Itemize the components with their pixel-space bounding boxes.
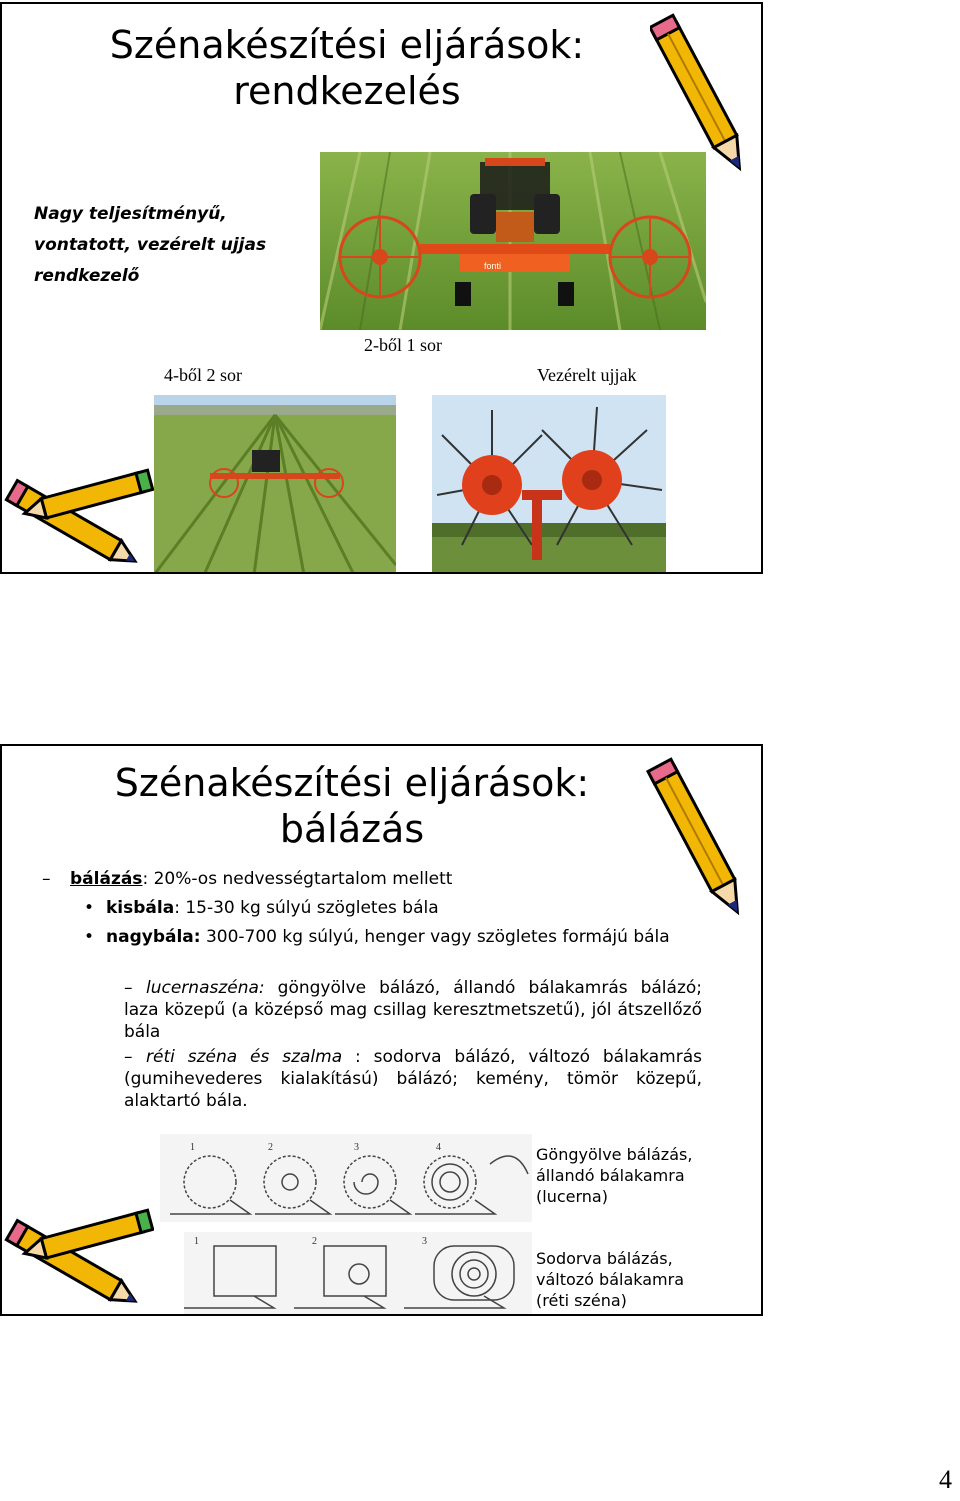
- caption-line: Göngyölve bálázás,: [536, 1145, 693, 1164]
- note-line-2: vontatott, vezérelt ujjas: [34, 235, 267, 255]
- bullet-kisbala: • kisbála: 15-30 kg súlyú szögletes bála: [84, 898, 439, 918]
- label-2-of-1-row: 2-ből 1 sor: [364, 335, 442, 355]
- field-rows-photo: [154, 395, 396, 574]
- term-nagybala: nagybála:: [106, 927, 201, 947]
- caption-line: (lucerna): [536, 1187, 608, 1206]
- text-lucernaszena: göngyölve bálázó, állandó bálakamrás bálázó; laza közepű (a középső mag csillag keresztmetszetű), jól átszellőző bála: [124, 978, 702, 1042]
- step-label: 3: [422, 1236, 427, 1247]
- title-line-2: rendkezelés: [233, 69, 461, 113]
- title-line-2: bálázás: [279, 807, 425, 851]
- step-label: 1: [190, 1142, 195, 1153]
- caption-rolled-baling: [536, 1144, 692, 1207]
- step-label: 3: [354, 1142, 359, 1153]
- text-kisbala: : 15-30 kg súlyú szögletes bála: [174, 898, 439, 918]
- slide-title: [2, 760, 702, 852]
- pencils-icon: [2, 466, 154, 574]
- bullet-balazas: – bálázás: 20%-os nedvességtartalom mellett: [42, 869, 453, 889]
- pencils-icon: [2, 1206, 154, 1314]
- bullet-lucernaszena: – lucernaszéna: göngyölve bálázó, állandó bálakamrás bálázó; laza közepű (a középső mag csillag keresztmetszetű), jól átszellőző bála: [124, 978, 702, 1042]
- step-label: 1: [194, 1236, 199, 1247]
- text-nagybala: 300-700 kg súlyú, henger vagy szögletes formájú bála: [200, 927, 670, 947]
- term-lucernaszena: lucernaszéna:: [146, 978, 265, 998]
- term-balazas: bálázás: [70, 869, 143, 889]
- caption-compressed-baling: [536, 1248, 684, 1311]
- title-line-1: Szénakészítési eljárások:: [109, 23, 585, 67]
- step-label: 4: [436, 1142, 441, 1153]
- caption-line: változó bálakamra: [536, 1270, 685, 1289]
- rotor-fingers-photo: [432, 395, 666, 574]
- term-reti-szena: réti széna és szalma: [146, 1047, 343, 1067]
- caption-line: (réti széna): [536, 1291, 627, 1310]
- note-line-3: rendkezelő: [34, 266, 140, 286]
- slide-title: [2, 22, 692, 114]
- label-4-of-2-row: 4-ből 2 sor: [164, 365, 242, 385]
- bullet-reti-szena: – réti széna és szalma : sodorva bálázó, változó bálakamrás (gumihevederes kialakítású) bálázó; kemény, tömör közepű, alaktartó bála.: [124, 1047, 703, 1111]
- slide-rendkezeles: [0, 2, 763, 574]
- compressed-baling-diagram: [184, 1232, 532, 1314]
- bullet-nagybala: • nagybála: 300-700 kg súlyú, henger vagy szögletes formájú bála: [84, 927, 670, 947]
- caption-line: állandó bálakamra: [536, 1166, 685, 1185]
- rolled-baling-diagram: [160, 1134, 532, 1222]
- slide-balazas: [0, 744, 763, 1316]
- brand-label: fonti: [484, 261, 502, 271]
- step-label: 2: [312, 1236, 317, 1247]
- page-number: 4: [939, 1465, 952, 1494]
- tractor-rake-photo: [320, 152, 706, 330]
- step-label: 2: [268, 1142, 273, 1153]
- machine-note: [34, 199, 266, 292]
- text-balazas: : 20%-os nedvességtartalom mellett: [142, 869, 453, 889]
- note-line-1: Nagy teljesítményű,: [34, 204, 227, 224]
- label-controlled-fingers: Vezérelt ujjak: [537, 365, 637, 385]
- term-kisbala: kisbála: [106, 898, 175, 918]
- text-reti-szena: : sodorva bálázó, változó bálakamrás (gumihevederes kialakítású) bálázó; kemény, tömör közepű, alaktartó bála.: [124, 1047, 703, 1111]
- caption-line: Sodorva bálázás,: [536, 1249, 673, 1268]
- title-line-1: Szénakészítési eljárások:: [114, 761, 590, 805]
